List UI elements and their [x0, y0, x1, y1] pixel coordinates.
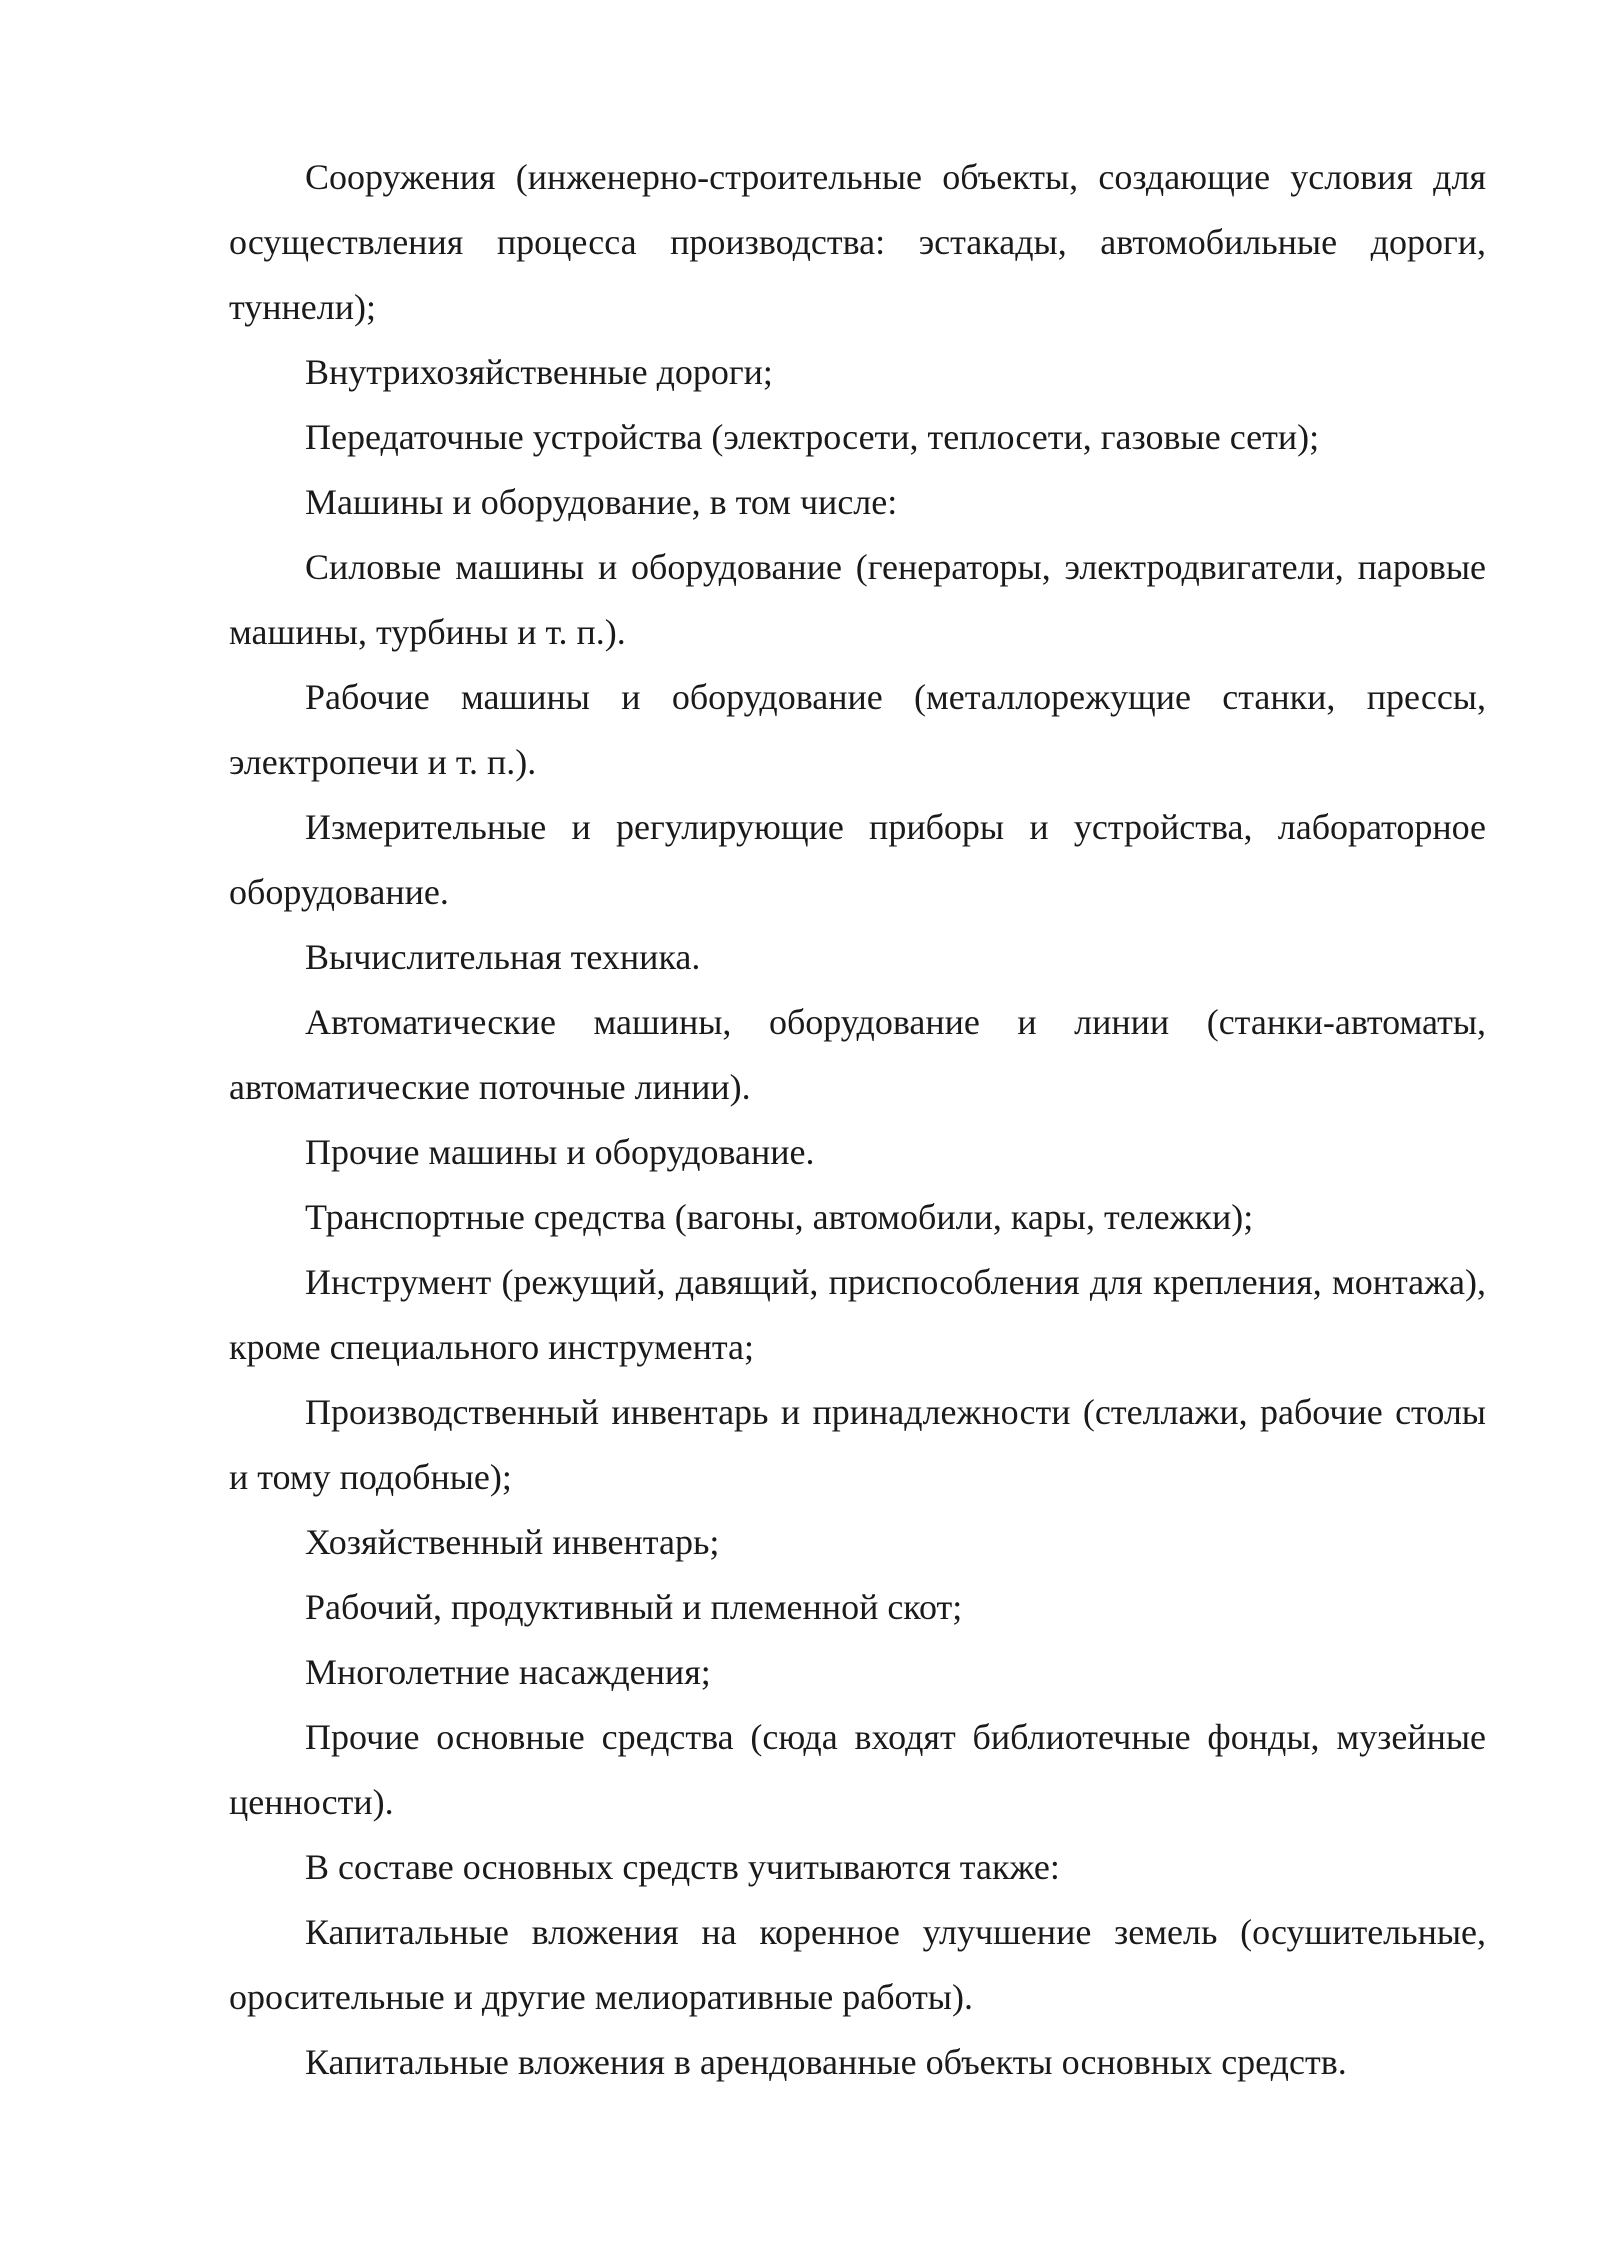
paragraph-other-machines: Прочие машины и оборудование.	[305, 1132, 815, 1172]
paragraph-land-improvement: Капитальные вложения на коренное улучшение земель (осушительные, оросительные и другие мелиоративные работы).	[229, 1912, 1486, 2017]
paragraph-automatic-machines: Автоматические машины, оборудование и линии (станки-автоматы, автоматические поточные линии).	[229, 1002, 1486, 1107]
document-body	[229, 145, 1486, 2095]
paragraph-working-machines: Рабочие машины и оборудование (металлорежущие станки, прессы, электропечи и т. п.).	[229, 677, 1486, 782]
paragraph-structures: Сооружения (инженерно-строительные объекты, создающие условия для осуществления процесса производства: эстакады, автомобильные дороги, туннели);	[229, 157, 1486, 327]
paragraph-also-included: В составе основных средств учитываются также:	[305, 1847, 1060, 1887]
paragraph-internal-roads: Внутрихозяйственные дороги;	[305, 352, 773, 392]
paragraph-transmission-devices: Передаточные устройства (электросети, теплосети, газовые сети);	[305, 417, 1320, 457]
paragraph-vehicles: Транспортные средства (вагоны, автомобили, кары, тележки);	[305, 1197, 1254, 1237]
paragraph-other-fixed-assets: Прочие основные средства (сюда входят библиотечные фонды, музейные ценности).	[229, 1717, 1486, 1822]
paragraph-measuring-instruments: Измерительные и регулирующие приборы и устройства, лабораторное оборудование.	[229, 807, 1486, 912]
paragraph-tools: Инструмент (режущий, давящий, приспособления для крепления, монтажа), кроме специального инструмента;	[229, 1262, 1486, 1367]
paragraph-household-inventory: Хозяйственный инвентарь;	[305, 1522, 720, 1562]
paragraph-perennial-plantings: Многолетние насаждения;	[305, 1652, 711, 1692]
paragraph-computing-equipment: Вычислительная техника.	[305, 937, 701, 977]
paragraph-production-inventory: Производственный инвентарь и принадлежности (стеллажи, рабочие столы и тому подобные);	[229, 1392, 1486, 1497]
paragraph-leased-objects: Капитальные вложения в арендованные объекты основных средств.	[305, 2042, 1347, 2082]
paragraph-power-machines: Силовые машины и оборудование (генераторы, электродвигатели, паровые машины, турбины и т. п.).	[229, 547, 1486, 652]
paragraph-livestock: Рабочий, продуктивный и племенной скот;	[305, 1587, 963, 1627]
paragraph-machines-equipment: Машины и оборудование, в том числе:	[305, 482, 898, 522]
